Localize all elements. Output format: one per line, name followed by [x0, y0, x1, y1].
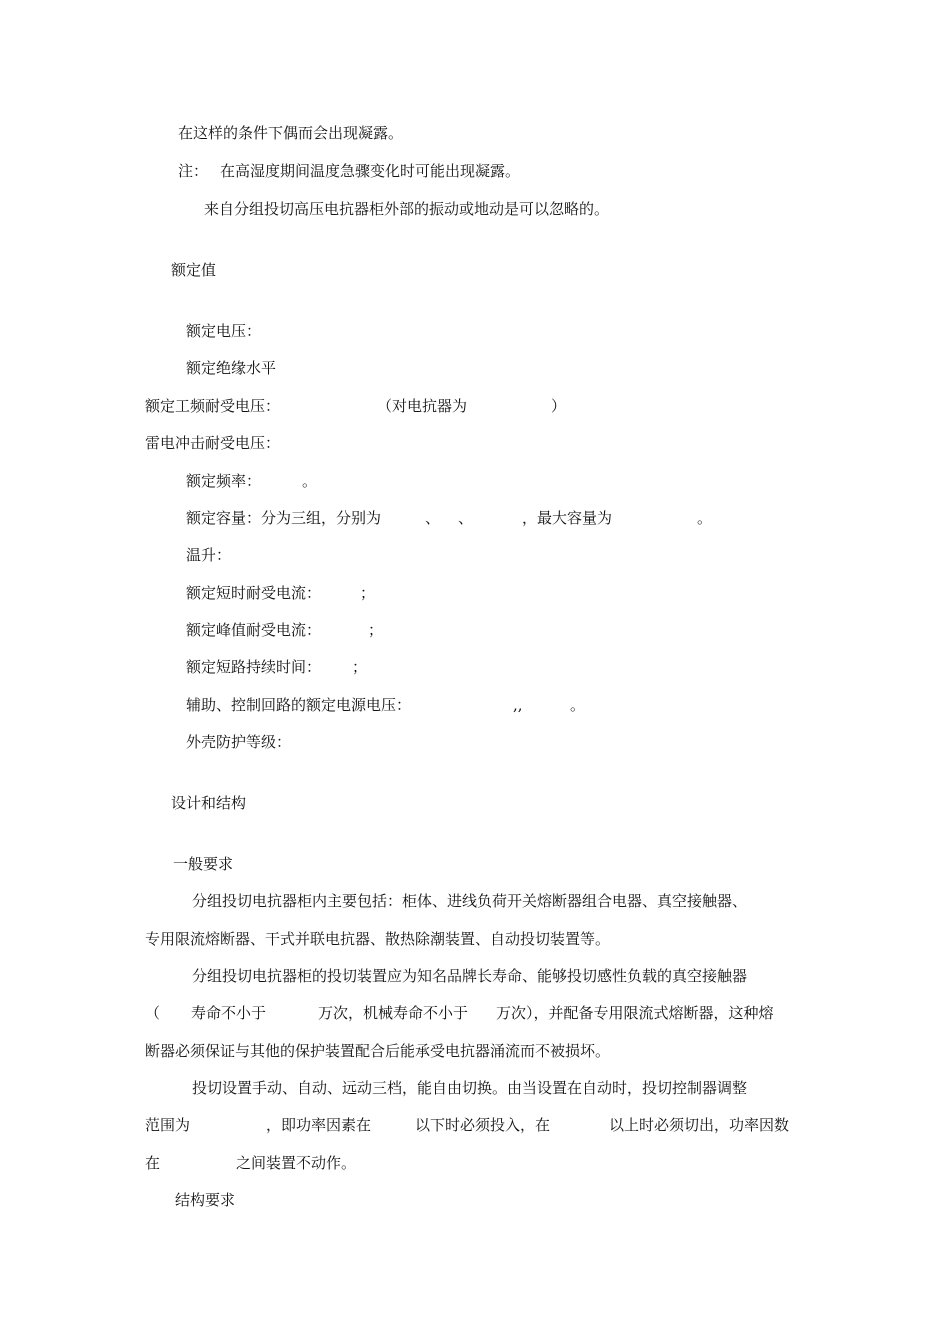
- text-segment: 范围为: [145, 1116, 191, 1134]
- text-segment: 万次，机械寿命不小于: [318, 1004, 469, 1022]
- text-segment: 以下时必须投入，在: [415, 1116, 551, 1134]
- rated-power-frequency-line: [0, 396, 950, 416]
- note-line: [0, 161, 950, 181]
- rated-power-frequency-label: 额定工频耐受电压：: [145, 397, 281, 415]
- text-segment: 寿命不小于: [191, 1004, 267, 1022]
- paragraph-line: [0, 1153, 950, 1173]
- text-segment: 万次），并配备专用限流式熔断器，这种熔: [496, 1004, 774, 1022]
- punct: ,,: [513, 696, 523, 714]
- rated-voltage: 额定电压：: [186, 322, 262, 340]
- short-circuit-duration-label: 额定短路持续时间：: [186, 658, 322, 676]
- note-label: 注：: [178, 162, 209, 180]
- subsection-heading-structure: 结构要求: [175, 1191, 236, 1209]
- lightning-impulse: 雷电冲击耐受电压：: [145, 434, 281, 452]
- rated-capacity-label: 额定容量：分为三组，分别为: [186, 509, 382, 527]
- rated-frequency-line: [0, 471, 950, 491]
- aux-voltage-line: [0, 695, 950, 715]
- text-segment: （: [145, 1004, 161, 1022]
- enclosure-protection: 外壳防护等级：: [186, 733, 292, 751]
- punct: 、: [425, 509, 441, 527]
- paragraph-line: 投切设置手动、自动、远动三档，能自由切换。由当设置在自动时，投切控制器调整: [192, 1079, 748, 1097]
- rated-capacity-line: [0, 508, 950, 528]
- paragraph-line: [0, 1115, 950, 1135]
- rated-insulation: 额定绝缘水平: [186, 359, 277, 377]
- section-heading-rated: 额定值: [171, 261, 217, 279]
- paragraph-line: 断器必须保证与其他的保护装置配合后能承受电抗器涌流而不被损坏。: [145, 1042, 611, 1060]
- short-time-current-label: 额定短时耐受电流：: [186, 584, 322, 602]
- short-time-current-line: [0, 583, 950, 603]
- short-circuit-duration-line: [0, 657, 950, 677]
- text-line: 来自分组投切高压电抗器柜外部的振动或地动是可以忽略的。: [204, 200, 610, 218]
- text-segment: ，即功率因素在: [266, 1116, 372, 1134]
- reactor-note-open: （对电抗器为: [377, 397, 468, 415]
- paragraph-line: [0, 1003, 950, 1023]
- punct: ；: [360, 584, 376, 602]
- max-capacity-label: ，最大容量为: [522, 509, 613, 527]
- paragraph-line: 分组投切电抗器柜内主要包括：柜体、进线负荷开关熔断器组合电器、真空接触器、: [192, 892, 748, 910]
- peak-current-label: 额定峰值耐受电流：: [186, 621, 322, 639]
- paragraph-line: 专用限流熔断器、干式并联电抗器、散热除潮装置、自动投切装置等。: [145, 930, 611, 948]
- subsection-heading-general: 一般要求: [173, 855, 234, 873]
- punct: 。: [302, 472, 318, 490]
- text-segment: 之间装置不动作。: [236, 1154, 357, 1172]
- text-line: 在这样的条件下偶而会出现凝露。: [178, 124, 404, 142]
- aux-voltage-label: 辅助、控制回路的额定电源电压：: [186, 696, 412, 714]
- rated-frequency-label: 额定频率：: [186, 472, 262, 490]
- punct: 、: [458, 509, 474, 527]
- paragraph-line: 分组投切电抗器柜的投切装置应为知名品牌长寿命、能够投切感性负载的真空接触器: [192, 967, 748, 985]
- reactor-note-close: ）: [551, 397, 567, 415]
- section-heading-design: 设计和结构: [171, 794, 247, 812]
- punct: 。: [570, 696, 586, 714]
- text-segment: 在: [145, 1154, 161, 1172]
- peak-current-line: [0, 620, 950, 640]
- text-segment: 以上时必须切出，功率因数: [609, 1116, 790, 1134]
- punct: 。: [697, 509, 713, 527]
- punct: ；: [368, 621, 384, 639]
- note-text: 在高湿度期间温度急骤变化时可能出现凝露。: [220, 162, 521, 180]
- temperature-rise: 温升：: [186, 546, 232, 564]
- punct: ；: [352, 658, 368, 676]
